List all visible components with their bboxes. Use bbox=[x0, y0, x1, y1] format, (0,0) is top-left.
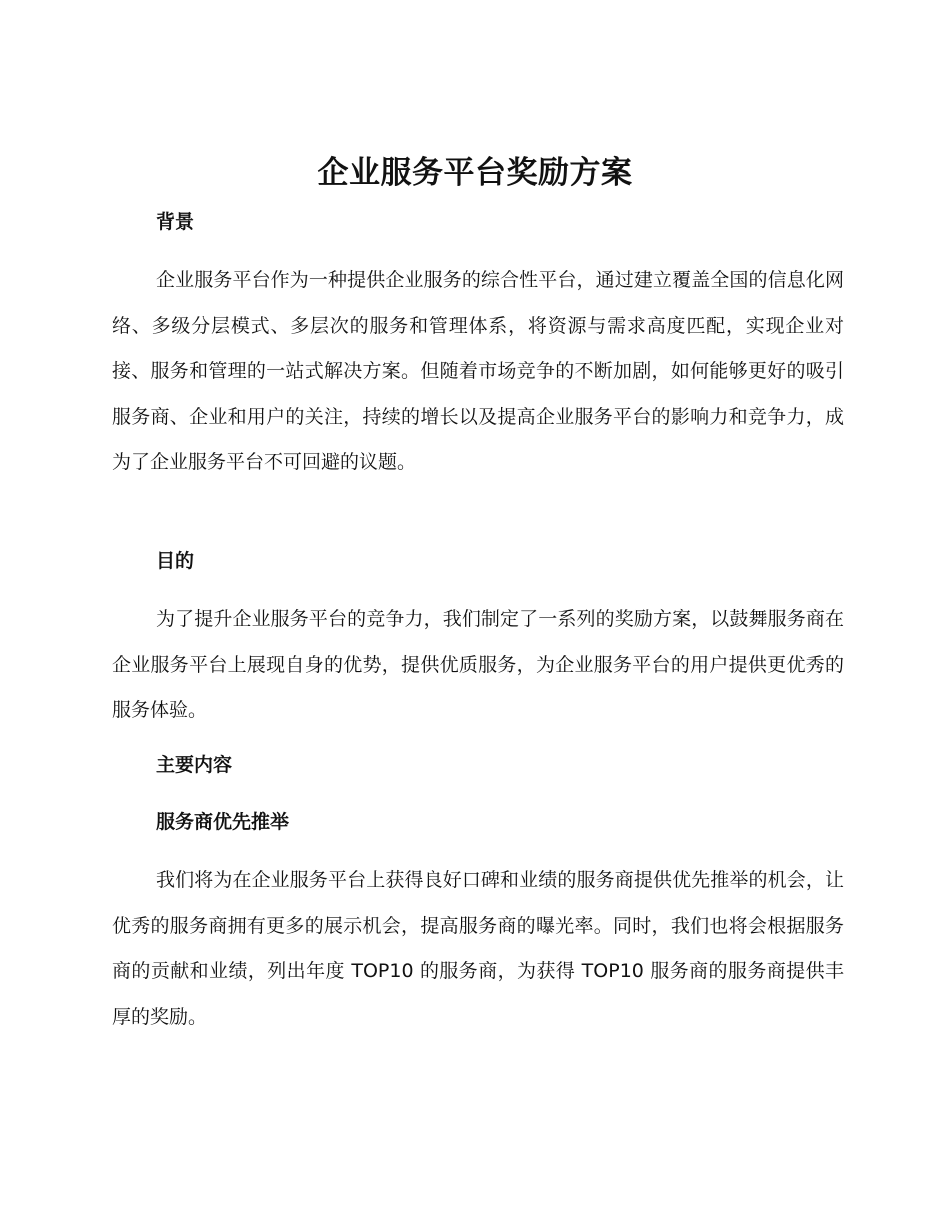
document-title: 企业服务平台奖励方案 bbox=[317, 155, 633, 191]
section-heading-main-content: 主要内容 bbox=[156, 754, 233, 776]
section-paragraph-priority-recommendation: 我们将为在企业服务平台上获得良好口碑和业绩的服务商提供优先推举的机会，让优秀的服务商拥有更多的展示机会，提高服务商的曝光率。同时，我们也将会根据服务商的贡献和业绩，列出年度 TOP10 的服务商，为获得 TOP10 服务商的服务商提供丰厚的奖励。 bbox=[112, 869, 844, 1028]
section-heading-purpose: 目的 bbox=[156, 550, 195, 572]
section-heading-background: 背景 bbox=[156, 211, 195, 233]
section-paragraph-background: 企业服务平台作为一种提供企业服务的综合性平台，通过建立覆盖全国的信息化网络、多级分层模式、多层次的服务和管理体系，将资源与需求高度匹配，实现企业对接、服务和管理的一站式解决方案。但随着市场竞争的不断加剧，如何能够更好的吸引服务商、企业和用户的关注，持续的增长以及提高企业服务平台的影响力和竞争力，成为了企业服务平台不可回避的议题。 bbox=[112, 269, 844, 473]
section-paragraph-purpose: 为了提升企业服务平台的竞争力，我们制定了一系列的奖励方案，以鼓舞服务商在企业服务平台上展现自身的优势，提供优质服务，为企业服务平台的用户提供更优秀的服务体验。 bbox=[112, 608, 844, 721]
section-heading-priority-recommendation: 服务商优先推举 bbox=[156, 811, 290, 833]
